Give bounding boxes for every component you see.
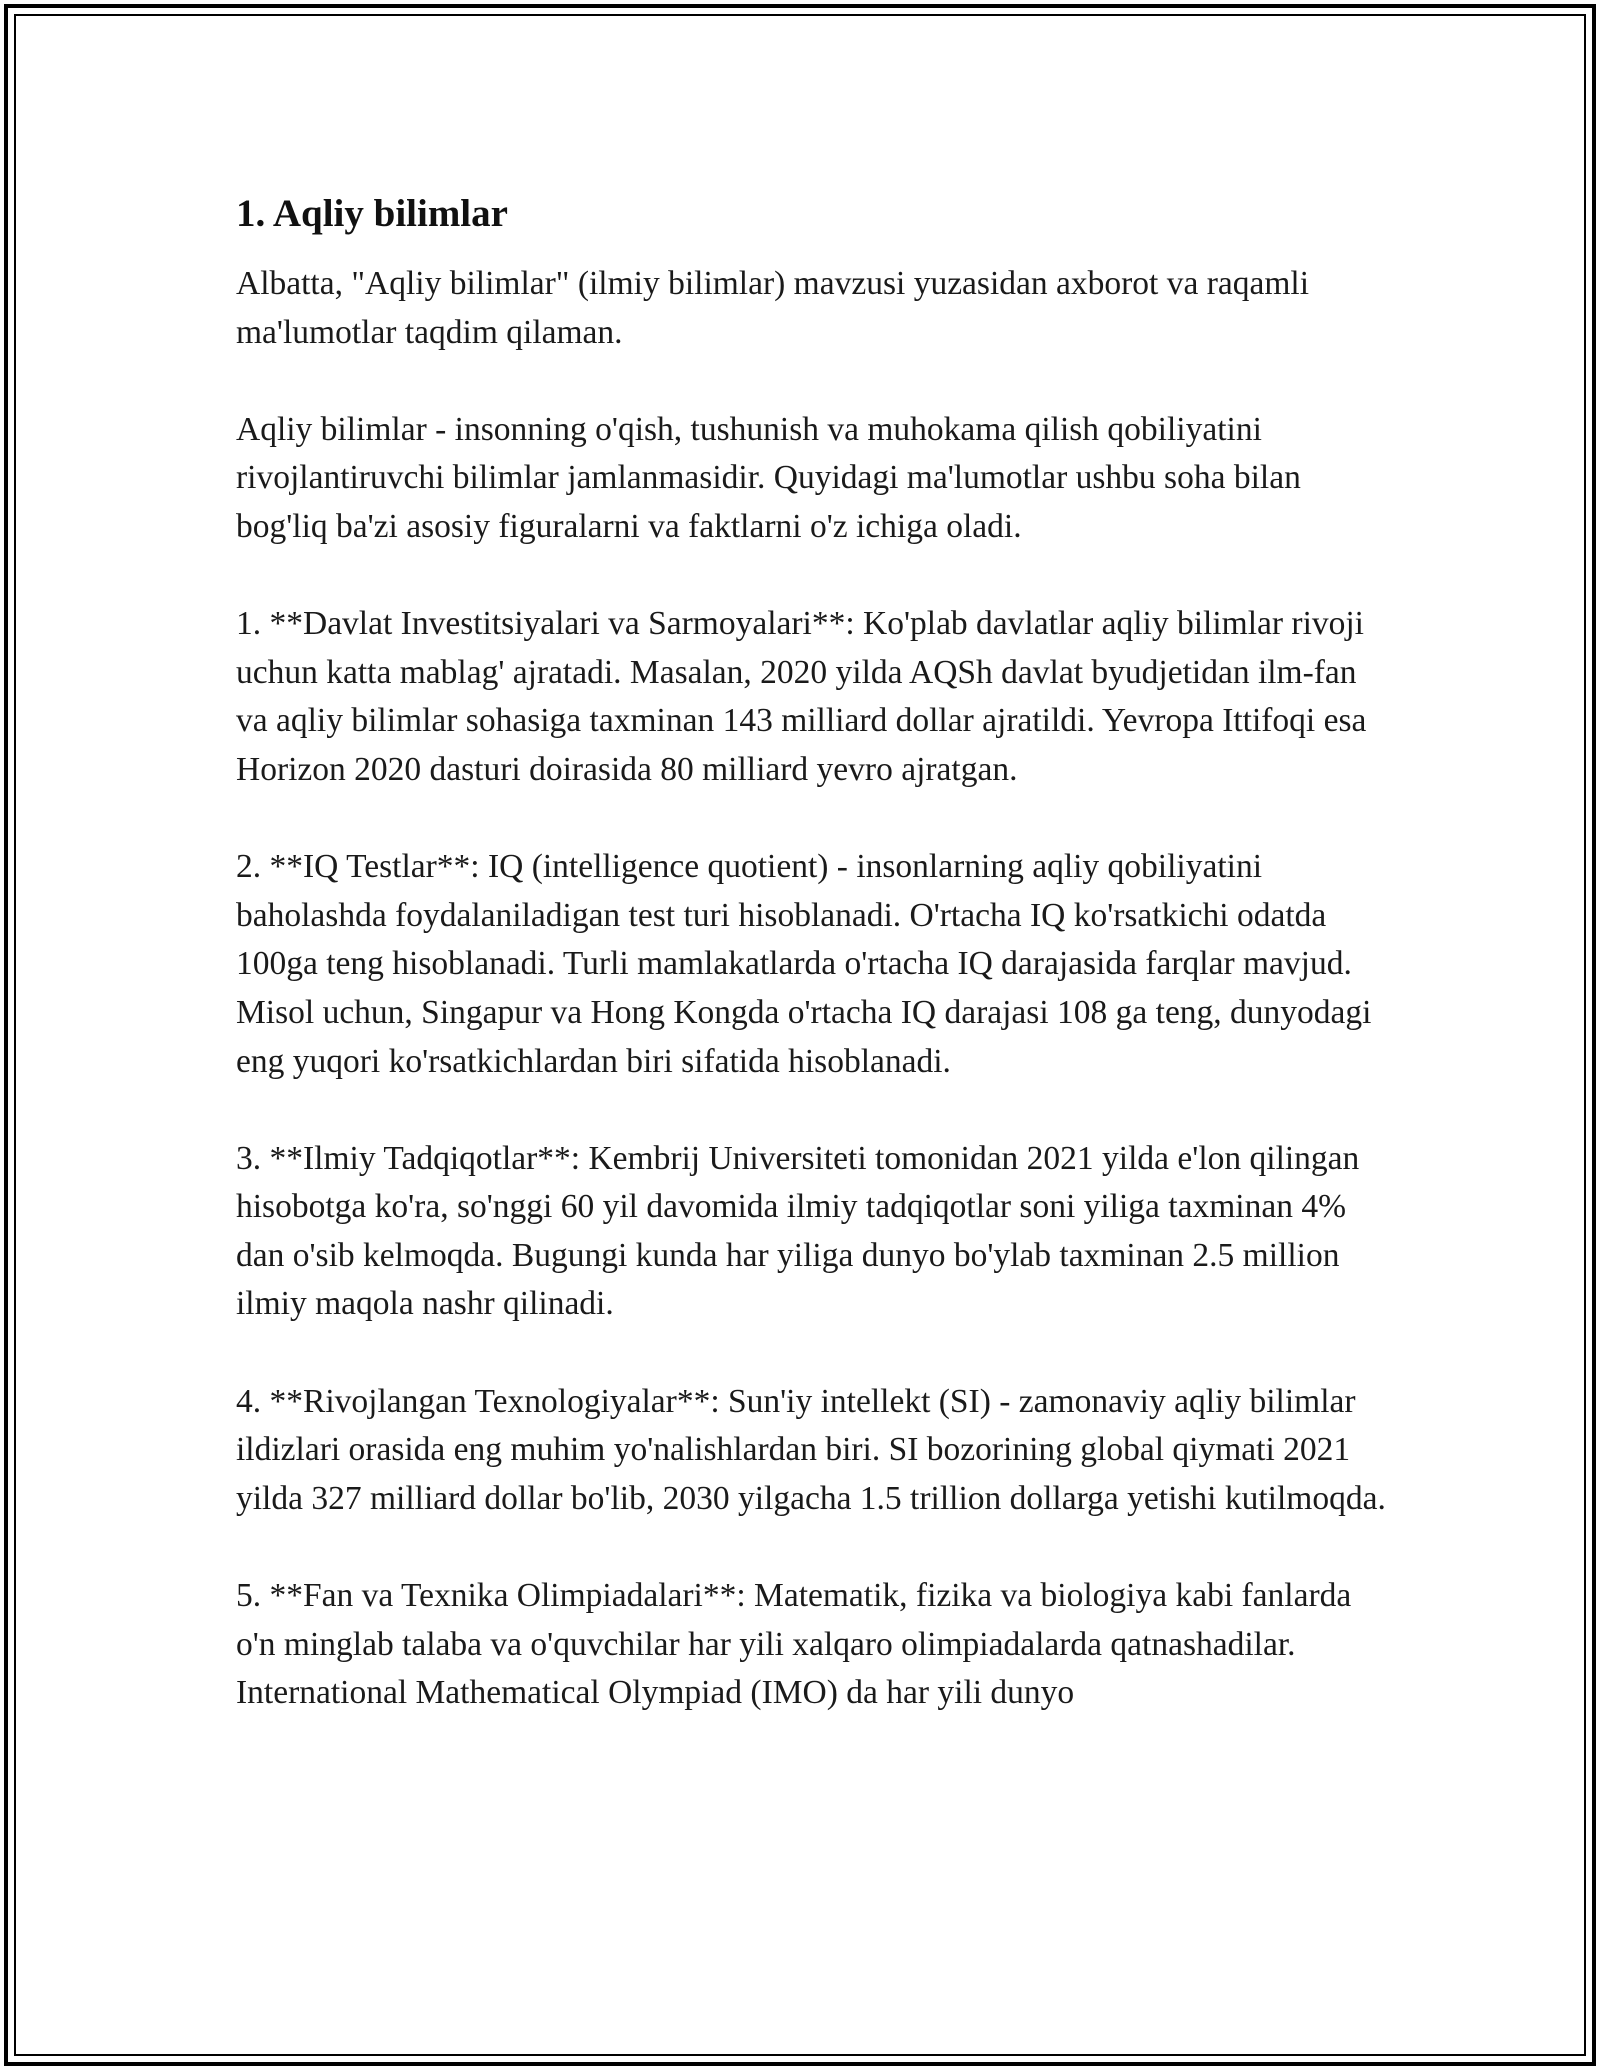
list-item-research: 3. **Ilmiy Tadqiqotlar**: Kembrij Universiteti tomonidan 2021 yilda e'lon qilingan hisobotga ko'ra, so'nggi 60 yil davomida ilmiy tadqiqotlar soni yiliga taxminan 4% dan o'sib kelmoqda. Bugungi kunda har yiliga dunyo bo'ylab taxminan 2.5 million ilmiy maqola nashr qilinadi. (236, 1139, 1360, 1323)
section-heading: 1. Aqliy bilimlar (236, 192, 508, 235)
list-item-technologies: 4. **Rivojlangan Texnologiyalar**: Sun'iy intellekt (SI) - zamonaviy aqliy bilimlar ildizlari orasida eng muhim yo'nalishlardan biri. SI bozorining global qiymati 2021 yilda 327 milliard dollar bo'lib, 2030 yilgacha 1.5 trillion dollarga yetishi kutilmoqda. (236, 1382, 1386, 1517)
definition-paragraph: Aqliy bilimlar - insonning o'qish, tushunish va muhokama qilish qobiliyatini rivojlantiruvchi bilimlar jamlanmasidir. Quyidagi ma'lumotlar ushbu soha bilan bog'liq ba'zi asosiy figuralarni va faktlarni o'z ichiga oladi. (236, 410, 1301, 545)
spacer (236, 1329, 1386, 1378)
spacer (236, 552, 1386, 601)
spacer (236, 240, 1386, 260)
list-item-investments: 1. **Davlat Investitsiyalari va Sarmoyalari**: Ko'plab davlatlar aqliy bilimlar rivoji uchun katta mablag' ajratadi. Masalan, 2020 yilda AQSh davlat byudjetidan ilm-fan va aqliy bilimlar sohasiga taxminan 143 milliard dollar ajratildi. Yevropa Ittifoqi esa Horizon 2020 dasturi doirasida 80 milliard yevro ajratgan. (236, 605, 1367, 788)
spacer (236, 357, 1386, 406)
intro-paragraph: Albatta, "Aqliy bilimlar" (ilmiy bilimlar) mavzusi yuzasidan axborot va raqamli ma'lumotlar taqdim qilaman. (236, 265, 1310, 351)
document-body (236, 188, 1386, 1718)
spacer (236, 795, 1386, 844)
spacer (236, 1086, 1386, 1135)
spacer (236, 1523, 1386, 1572)
list-item-olympiads: 5. **Fan va Texnika Olimpiadalari**: Matematik, fizika va biologiya kabi fanlarda o'n minglab talaba va o'quvchilar har yili xalqaro olimpiadalarda qatnashadilar. International Mathematical Olympiad (IMO) da har yili dunyo (236, 1577, 1352, 1712)
list-item-iq-tests: 2. **IQ Testlar**: IQ (intelligence quotient) - insonlarning aqliy qobiliyatini baholashda foydalaniladigan test turi hisoblanadi. O'rtacha IQ ko'rsatkichi odatda 100ga teng hisoblanadi. Turli mamlakatlarda o'rtacha IQ darajasida farqlar mavjud. Misol uchun, Singapur va Hong Kongda o'rtacha IQ darajasi 108 ga teng, dunyodagi eng yuqori ko'rsatkichlardan biri sifatida hisoblanadi. (236, 848, 1372, 1080)
